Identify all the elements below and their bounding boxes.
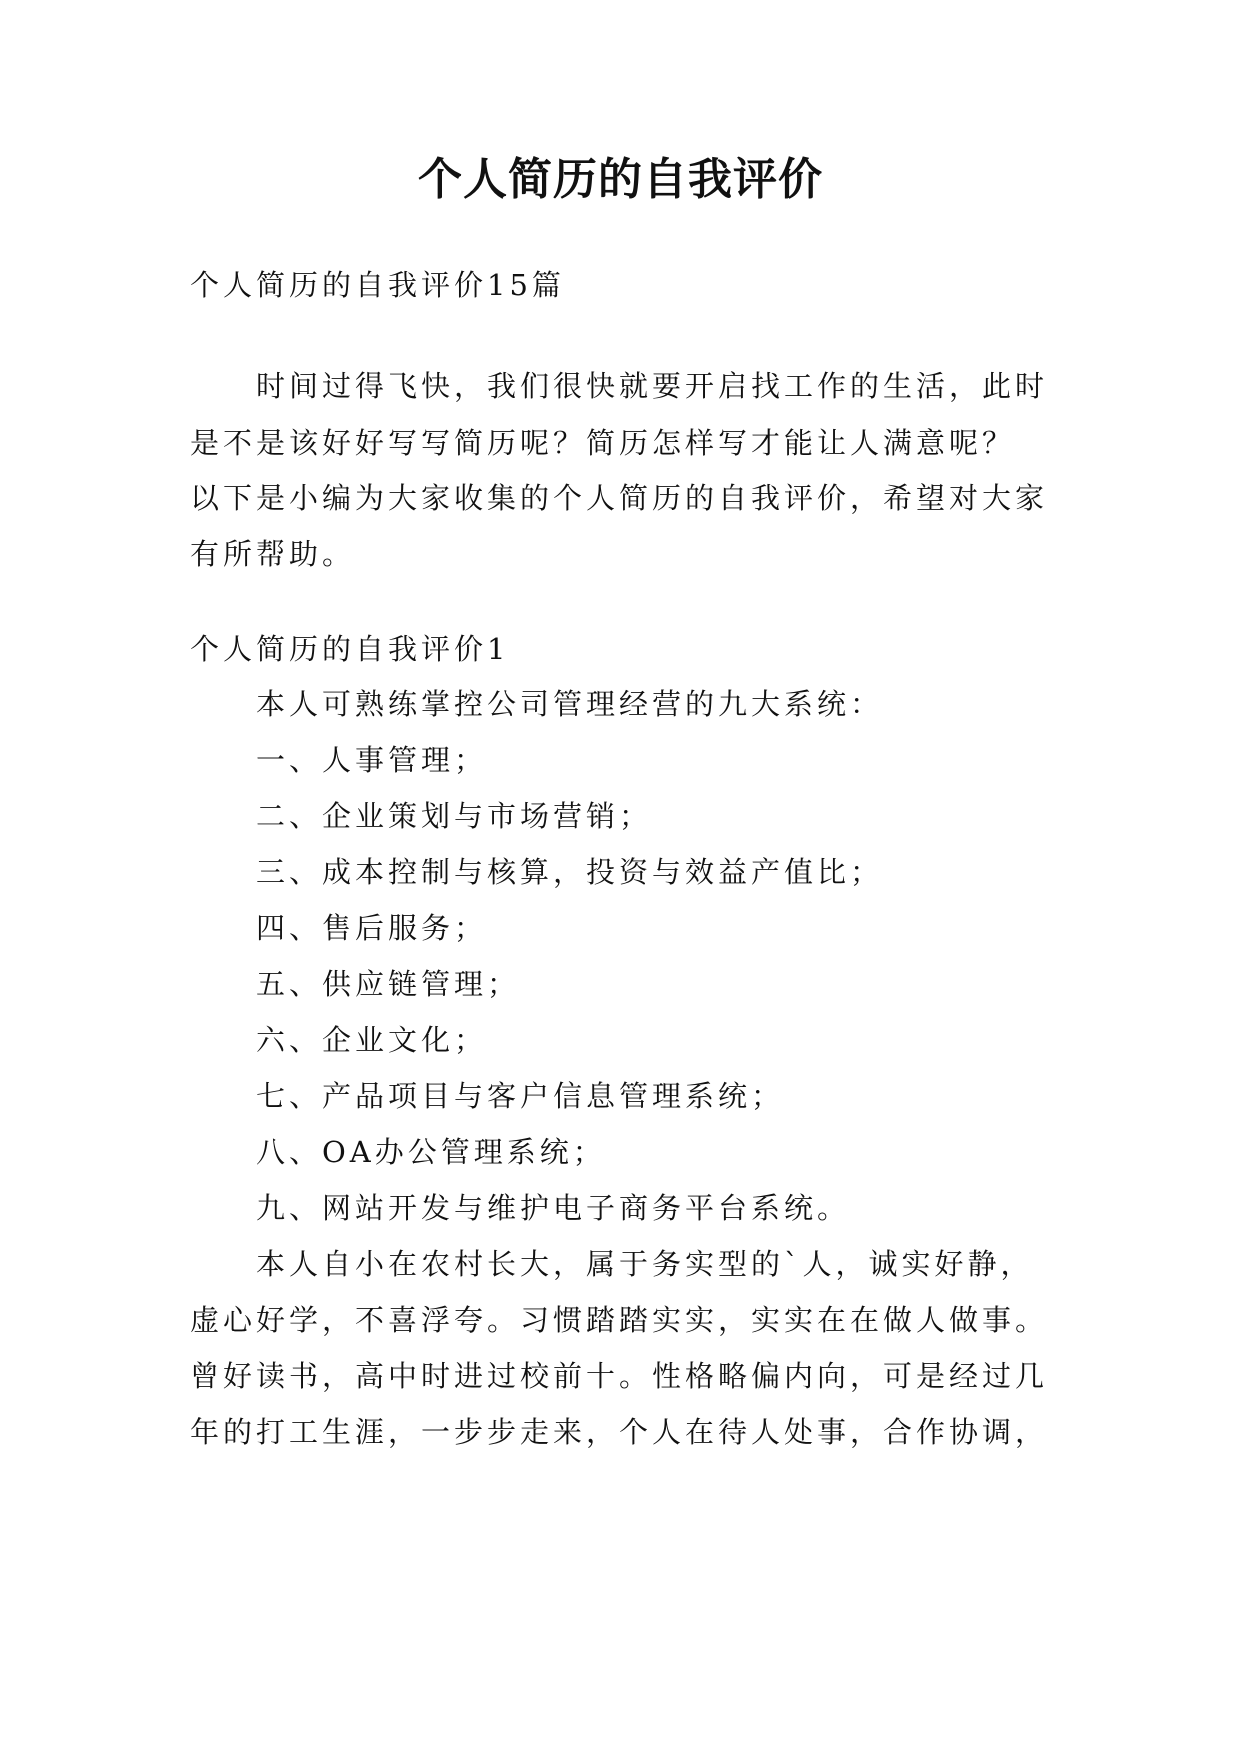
body-paragraph-line: 年的打工生涯，一步步走来，个人在待人处事，合作协调， <box>190 1415 1049 1449</box>
section-heading: 个人简历的自我评价1 <box>190 632 510 666</box>
section-lead: 本人可熟练掌控公司管理经营的九大系统： <box>256 687 884 721</box>
intro-line: 是不是该好好写写简历呢？简历怎样写才能让人满意呢？ <box>190 426 1016 460</box>
system-list-item: 六、企业文化； <box>256 1023 488 1057</box>
body-paragraph-line: 本人自小在农村长大，属于务实型的`人，诚实好静， <box>256 1247 1034 1281</box>
system-list-item: 一、人事管理； <box>256 743 488 777</box>
document-subtitle: 个人简历的自我评价15篇 <box>190 268 565 302</box>
system-list-item: 三、成本控制与核算，投资与效益产值比； <box>256 855 884 889</box>
intro-line: 以下是小编为大家收集的个人简历的自我评价，希望对大家 <box>190 481 1049 515</box>
system-list-item: 五、供应链管理； <box>256 967 521 1001</box>
system-list-item: 二、企业策划与市场营销； <box>256 799 653 833</box>
system-list-item: 八、OA办公管理系统； <box>256 1135 606 1169</box>
system-list-item: 四、售后服务； <box>256 911 488 945</box>
body-paragraph-line: 曾好读书，高中时进过校前十。性格略偏内向，可是经过几 <box>190 1359 1049 1393</box>
intro-line: 时间过得飞快，我们很快就要开启找工作的生活，此时 <box>256 369 1049 403</box>
document-title: 个人简历的自我评价 <box>418 154 823 205</box>
system-list-item: 九、网站开发与维护电子商务平台系统。 <box>256 1191 851 1225</box>
system-list-item: 七、产品项目与客户信息管理系统； <box>256 1079 785 1113</box>
body-paragraph-line: 虚心好学，不喜浮夸。习惯踏踏实实，实实在在做人做事。 <box>190 1303 1049 1337</box>
intro-line: 有所帮助。 <box>190 537 356 571</box>
